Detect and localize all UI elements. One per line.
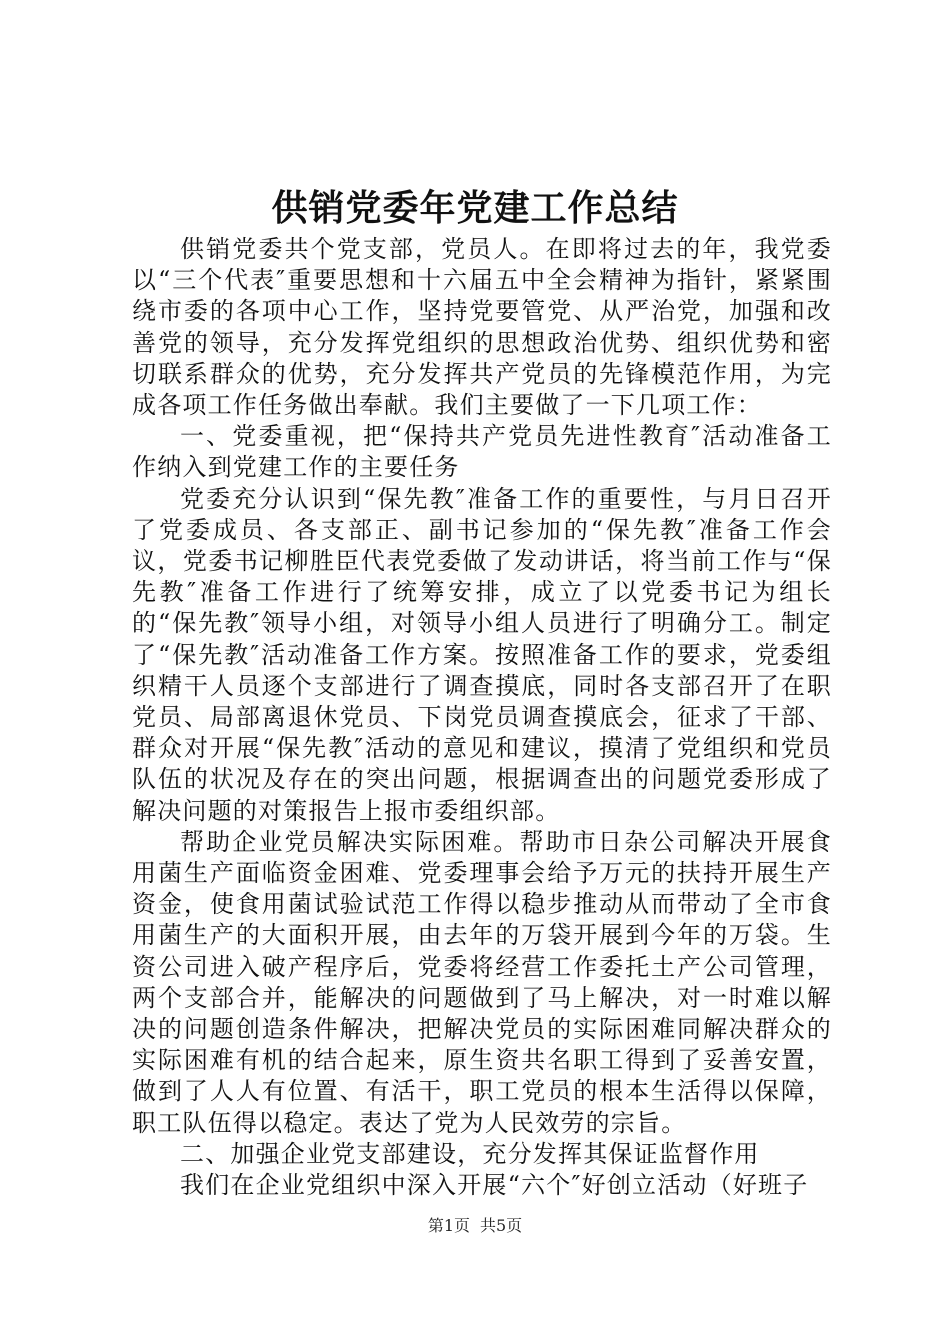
page-footer [0,1214,950,1238]
paragraph-assistance: 帮助企业党员解决实际困难。帮助市日杂公司解决开展食用菌生产面临资金困难、党委理事会给予万元的扶持开展生产资金，使食用菌试验试范工作得以稳步推动从而带动了全市食用菌生产的大面积开展，由去年的万袋开展到今年的万袋。生资公司进入破产程序后，党委将经营工作委托土产公司管理，两个支部合并，能解决的问题做到了马上解决，对一时难以解决的问题创造条件解决，把解决党员的实际困难同解决群众的实际困难有机的结合起来，原生资共名职工得到了妥善安置，做到了人人有位置、有活干，职工党员的根本生活得以保障，职工队伍得以稳定。表达了党为人民效劳的宗旨。 [132,827,832,1137]
paragraph-six-good: 我们在企业党组织中深入开展“六个″好创立活动（好班子 [180,1171,809,1200]
document-title: 供销党委年党建工作总结 [271,187,679,229]
section-heading-2: 二、加强企业党支部建设，充分发挥其保证监督作用 [180,1139,760,1168]
page-total: 共5页 [480,1216,523,1235]
section-heading-1: 一、党委重视，把“保持共产党员先进性教育″活动准备工作纳入到党建工作的主要任务 [132,422,832,482]
document-body [132,234,832,1201]
page-number: 第1页 [427,1216,470,1235]
paragraph-intro: 供销党委共个党支部，党员人。在即将过去的年，我党委以“三个代表″重要思想和十六届五中全会精神为指针，紧紧围绕市委的各项中心工作，坚持党要管党、从严治党，加强和改善党的领导，充分发挥党组织的思想政治优势、组织优势和密切联系群众的优势，充分发挥共产党员的先锋模范作用，为完成各项工作任务做出奉献。我们主要做了一下几项工作： [132,235,832,420]
paragraph-preparation: 党委充分认识到“保先教″准备工作的重要性，与月日召开了党委成员、各支部正、副书记参加的“保先教″准备工作会议，党委书记柳胜臣代表党委做了发动讲话，将当前工作与“保先教″准备工作进行了统筹安排，成立了以党委书记为组长的“保先教″领导小组，对领导小组人员进行了明确分工。制定了“保先教″活动准备工作方案。按照准备工作的要求，党委组织精干人员逐个支部进行了调查摸底，同时各支部召开了在职党员、局部离退休党员、下岗党员调查摸底会，征求了干部、群众对开展“保先教″活动的意见和建议，摸清了党组织和党员队伍的状况及存在的突出问题，根据调查出的问题党委形成了解决问题的对策报告上报市委组织部。 [132,484,832,825]
